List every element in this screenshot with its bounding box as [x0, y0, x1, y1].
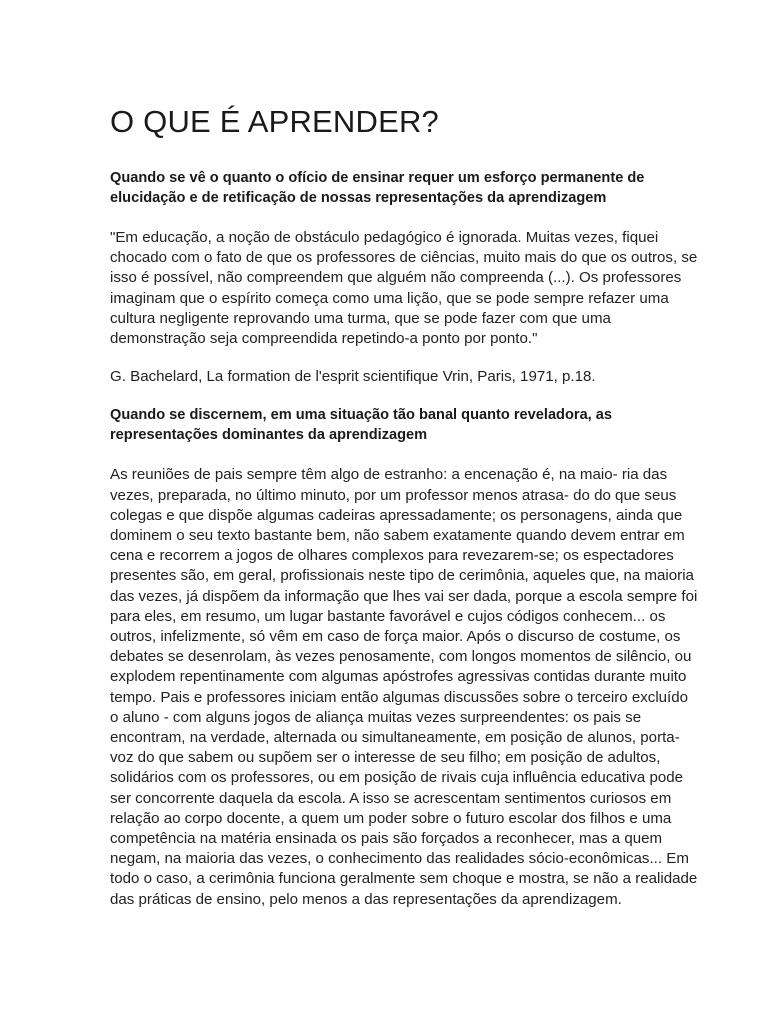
page-title: O QUE É APRENDER? [110, 104, 439, 139]
bachelard-quote: "Em educação, a noção de obstáculo pedagógico é ignorada. Muitas vezes, fiquei chocado com o fato de que os professores de ciências, muito mais do que os outros, se isso é possível, não compreendem que alguém não compreenda (...). Os professores imaginam que o espírito começa como uma lição, que se pode sempre refazer uma cultura negligente reprovando uma turma, que se pode fazer com que uma demonstração seja compreendida repetindo-a ponto por ponto." [110, 229, 698, 348]
subheading-representacoes: Quando se discernem, em uma situação tão banal quanto reveladora, as representações dominantes da aprendizagem [110, 407, 613, 444]
document-page [110, 104, 700, 928]
subheading-ensinar: Quando se vê o quanto o ofício de ensinar requer um esforço permanente de elucidação e de retificação de nossas representações da aprendizagem [110, 170, 645, 206]
quote-citation: G. Bachelard, La formation de l'esprit scientifique Vrin, Paris, 1971, p.18. [110, 368, 596, 386]
body-paragraph: As reuniões de pais sempre têm algo de estranho: a encenação é, na maio- ria das vezes, preparada, no último minuto, por um professor menos atrasa- do do que seus colegas e que dispõe algumas cadeiras apressadamente; os personagens, ainda que dominem o seu texto bastante bem, não sabem exatamente quando devem entrar em cena e recorrem a jogos de olhares complexos para revezarem-se; os espectadores presentes são, em geral, profissionais neste tipo de cerimônia, aqueles que, na maioria das vezes, já dispõem da informação que lhes vai ser dada, porque a escola sempre foi para eles, em resumo, um lugar bastante favorável e cujos códigos conhecem... os outros, infelizmente, só vêm em caso de força maior. Após o discurso de costume, os debates se desenrolam, às vezes penosamente, com longos momentos de silêncio, ou explodem repentinamente com algumas apóstrofes agressivas contidas durante muito tempo. Pais e professores iniciam então algumas discussões sobre o terceiro excluído o aluno - com alguns jogos de aliança muitas vezes surpreendentes: os pais se encontram, na verdade, alternada ou simultaneamente, em posição de alunos, porta- voz do que sabem ou supõem ser o interesse de seu filho; em posição de adultos, solidários com os professores, ou em posição de rivais cuja influência educativa pode ser concorrente daquela da escola. A isso se acrescentam sentimentos curiosos em relação ao corpo docente, a quem um poder sobre o futuro escolar dos filhos e uma competência na matéria ensinada os pais são forçados a reconhecer, mas a quem negam, na maioria das vezes, o conhecimento das realidades sócio-econômicas... Em todo o caso, a cerimônia funciona geralmente sem choque e mostra, se não a realidade das práticas de ensino, pelo menos a das representações da aprendizagem. [110, 466, 698, 908]
